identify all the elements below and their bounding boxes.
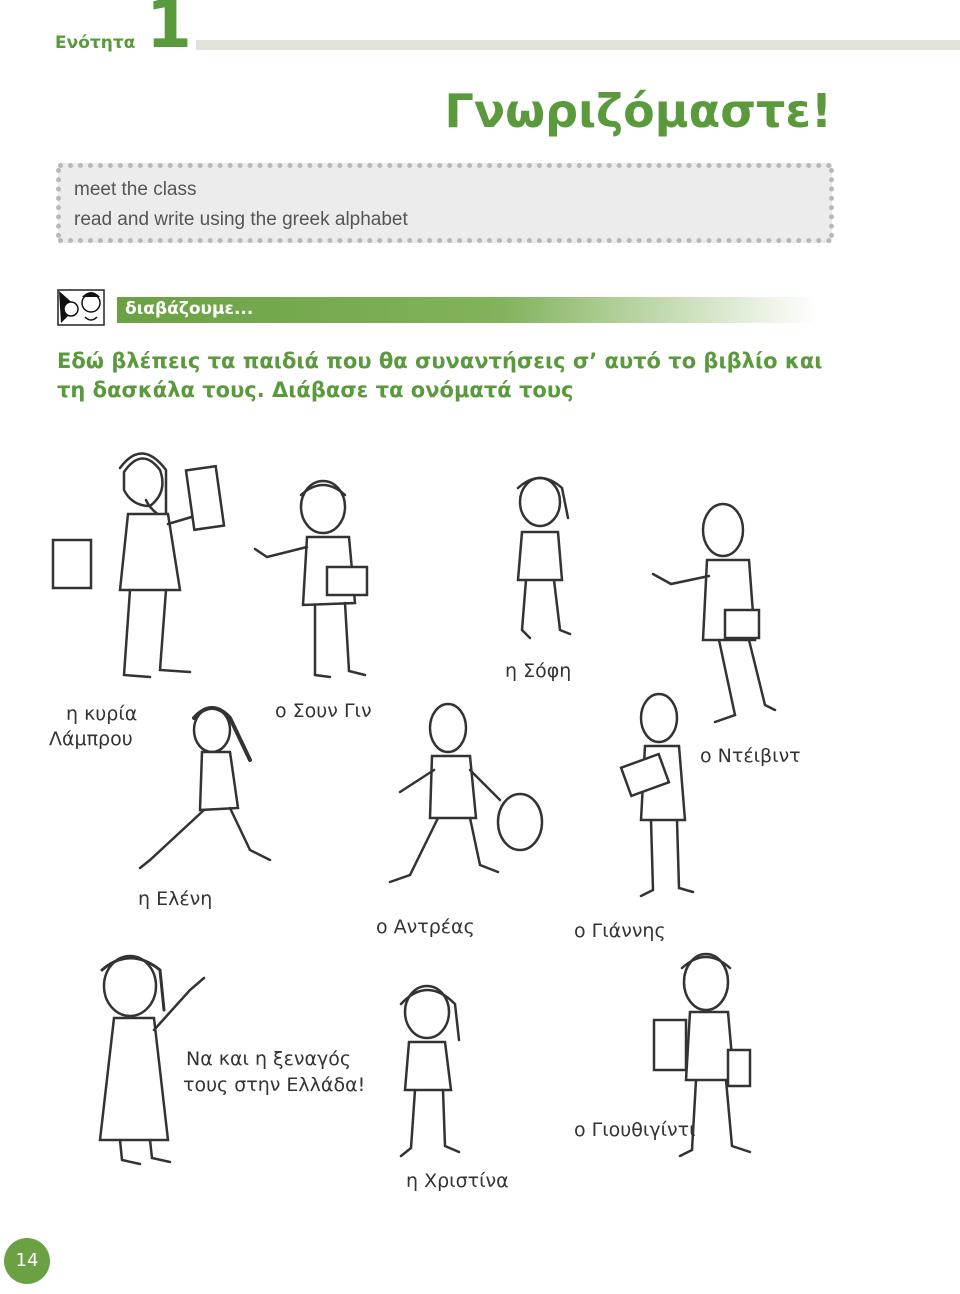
name-sofi: η Σόφη bbox=[505, 660, 572, 682]
sofi-figure bbox=[500, 470, 580, 645]
name-eleni: η Ελένη bbox=[138, 888, 213, 910]
teacher-lambrou-figure bbox=[50, 440, 230, 685]
name-christina: η Χριστίνα bbox=[406, 1170, 509, 1192]
objective-1: meet the class bbox=[74, 179, 197, 200]
name-yutigint: ο Γιουθιγίντι bbox=[574, 1119, 696, 1141]
page-number: 14 bbox=[4, 1238, 50, 1284]
reading-children-icon bbox=[57, 287, 105, 327]
name-soon-gin: ο Σουν Γιν bbox=[275, 700, 372, 722]
top-rule bbox=[196, 40, 960, 50]
unit-number: 1 bbox=[146, 0, 192, 63]
giannis-figure bbox=[615, 690, 710, 905]
guide-line2: τους στην Ελλάδα! bbox=[183, 1074, 366, 1096]
christina-figure bbox=[385, 980, 475, 1165]
objective-2: read and write using the greek alphabet bbox=[74, 209, 408, 230]
name-david: ο Ντέιβιντ bbox=[700, 745, 801, 767]
soon-gin-figure bbox=[245, 475, 380, 690]
page-title: Γνωριζόμαστε! bbox=[444, 84, 832, 138]
section-bar bbox=[117, 297, 817, 323]
andreas-figure bbox=[380, 700, 550, 895]
name-giannis: ο Γιάννης bbox=[574, 920, 666, 942]
instruction-text: Εδώ βλέπεις τα παιδιά που θα συναντήσεις σ’ αυτό το βιβλίο και τη δασκάλα τους. Διάβασε τα ονόματά τους bbox=[57, 349, 823, 402]
section-title: διαβάζουμε... bbox=[125, 299, 254, 319]
name-lambrou-line1: η κυρία bbox=[66, 703, 138, 725]
name-andreas: ο Αντρέας bbox=[376, 916, 475, 938]
guide-line1: Να και η ξεναγός bbox=[186, 1048, 352, 1070]
eleni-figure bbox=[130, 700, 280, 880]
unit-label: Ενότητα bbox=[55, 33, 136, 53]
objectives-box bbox=[58, 163, 832, 243]
name-lambrou-line2: Λάμπρου bbox=[49, 728, 133, 750]
